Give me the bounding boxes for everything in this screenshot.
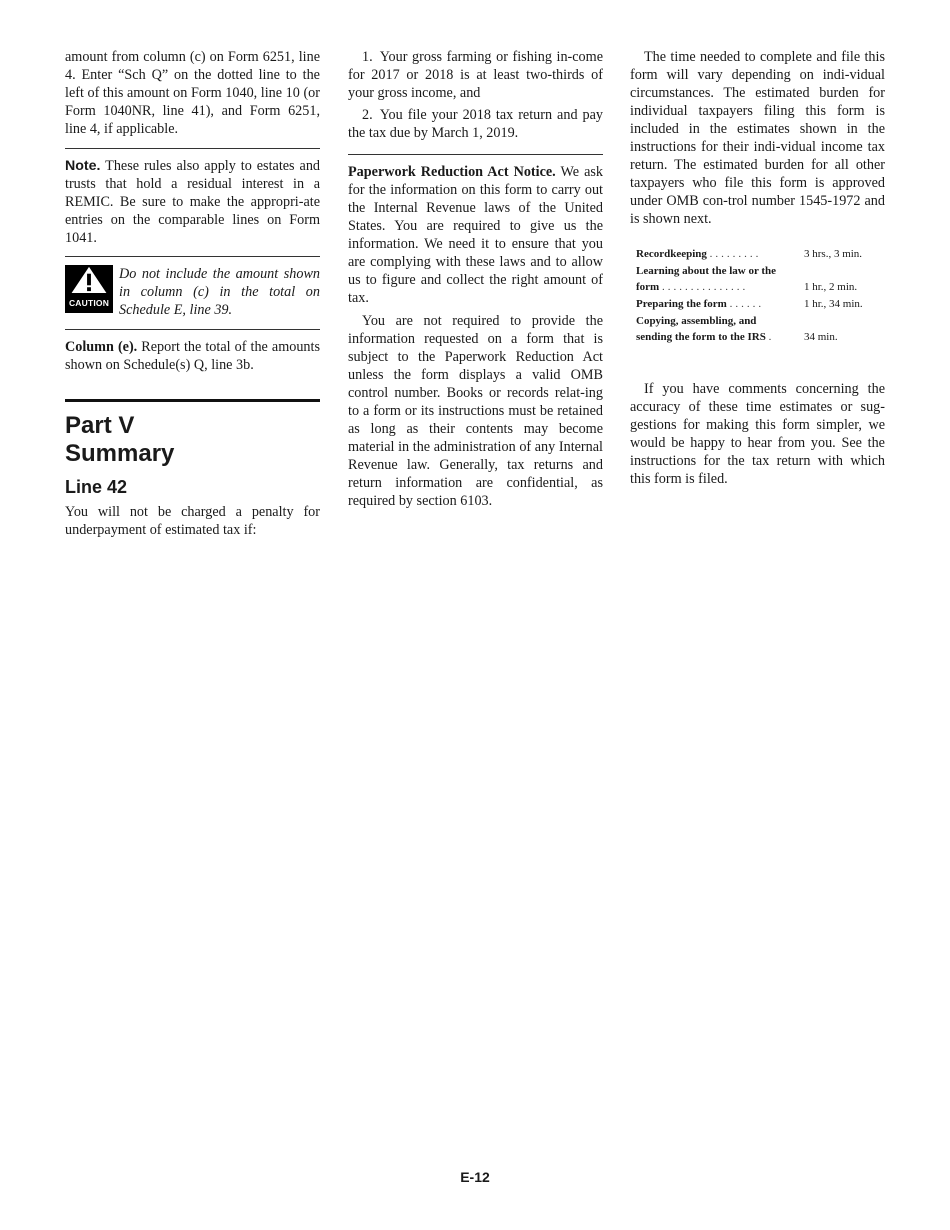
column-right xyxy=(630,48,885,488)
note-label: Note. xyxy=(65,158,101,174)
time-paragraph: The time needed to complete and file this form will vary depending on indi-vidual circumstances. The estimated burden for individual taxpayers filing this form is included in the estimates shown in the instructions for their indi-vidual income tax return. The estimated burden for all other taxpayers who file this form is approved under OMB con-trol number 1545-1972 and is shown next. xyxy=(630,49,885,227)
burden-label-line1: Copying, assembling, and xyxy=(636,315,757,327)
pra-label: Paperwork Reduction Act Notice. xyxy=(348,164,556,180)
burden-value: 1 hr., 2 min. xyxy=(804,281,858,293)
caution-label: CAUTION xyxy=(68,298,110,308)
burden-label: Preparing the form xyxy=(636,298,727,310)
pra-paragraph xyxy=(348,163,603,307)
table-row: Copying, assembling, and sending the form to the IRS . 34 min. xyxy=(636,313,884,346)
pra-paragraph-2: You are not required to provide the information requested on a form that is subject to the Paperwork Reduction Act unless the form displays a valid OMB control number. Books or records relat-ing to a form or its instructions must be retained as long as their contents may become material in the administration of any Internal Revenue law. Generally, tax returns and return information are confidential, as required by section 6103. xyxy=(348,313,603,509)
part-title: Part V xyxy=(65,412,135,439)
part-divider xyxy=(65,399,320,402)
divider xyxy=(65,256,320,257)
caution-block xyxy=(65,265,320,319)
list-item: 2. You file your 2018 tax return and pay the tax due by March 1, 2019. xyxy=(348,107,603,141)
part-heading xyxy=(65,412,320,468)
note-paragraph xyxy=(65,157,320,247)
comments-paragraph: If you have comments concerning the accuracy of these time estimates or sug-gestions for making this form simpler, we would be happy to hear from you. See the instructions for the tax return with which this form is filed. xyxy=(630,381,885,487)
table-row: Recordkeeping ......... 3 hrs., 3 min. xyxy=(636,246,884,263)
table-row: Preparing the form ...... 1 hr., 34 min. xyxy=(636,296,884,313)
burden-value: 34 min. xyxy=(804,331,838,343)
divider xyxy=(348,154,603,155)
column-e-label: Column (e). xyxy=(65,339,138,355)
column-e-text: Report the total of the amounts shown on Schedule(s) Q, line 3b. xyxy=(65,339,320,373)
intro-paragraph: amount from column (c) on Form 6251, line 4. Enter “Sch Q” on the dotted line to the left of this amount on Form 1040, line 10 (or Form 1040NR, line 41), and Form 6251, line 4, if applicable. xyxy=(65,49,320,137)
part-subtitle: Summary xyxy=(65,440,175,467)
burden-table xyxy=(636,246,884,346)
divider xyxy=(65,329,320,330)
column-e-paragraph xyxy=(65,338,320,374)
column-left xyxy=(65,48,320,539)
burden-label-line1: Learning about the law or the xyxy=(636,265,777,277)
burden-label: sending the form to the IRS xyxy=(636,331,766,343)
burden-value: 1 hr., 34 min. xyxy=(804,298,863,310)
warning-triangle-icon xyxy=(69,265,109,294)
caution-icon xyxy=(65,265,113,313)
page-number: E-12 xyxy=(460,1169,490,1185)
line-42-text: You will not be charged a penalty for underpayment of estimated tax if: xyxy=(65,504,320,538)
table-row: Learning about the law or the form ............... 1 hr., 2 min. xyxy=(636,263,884,296)
caution-text: Do not include the amount shown in column (c) in the total on Schedule E, line 39. xyxy=(119,266,320,318)
note-text: These rules also apply to estates and trusts that hold a residual interest in a REMIC. Be sure to make the appropri-ate entries on the comparable lines on Form 1041. xyxy=(65,158,321,246)
divider xyxy=(65,148,320,149)
burden-label: Recordkeeping xyxy=(636,248,707,260)
burden-value: 3 hrs., 3 min. xyxy=(804,248,863,260)
list-item: 1. Your gross farming or fishing in-come for 2017 or 2018 is at least two-thirds of your gross income, and xyxy=(348,49,603,101)
burden-label: form xyxy=(636,281,660,293)
line-heading: Line 42 xyxy=(65,477,128,497)
column-middle xyxy=(348,48,603,510)
pra-text: We ask for the information on this form to carry out the Internal Revenue laws of the United States. You are required to give us the information. We need it to ensure that you are complying with these laws and to allow us to figure and collect the right amount of tax. xyxy=(348,164,603,306)
